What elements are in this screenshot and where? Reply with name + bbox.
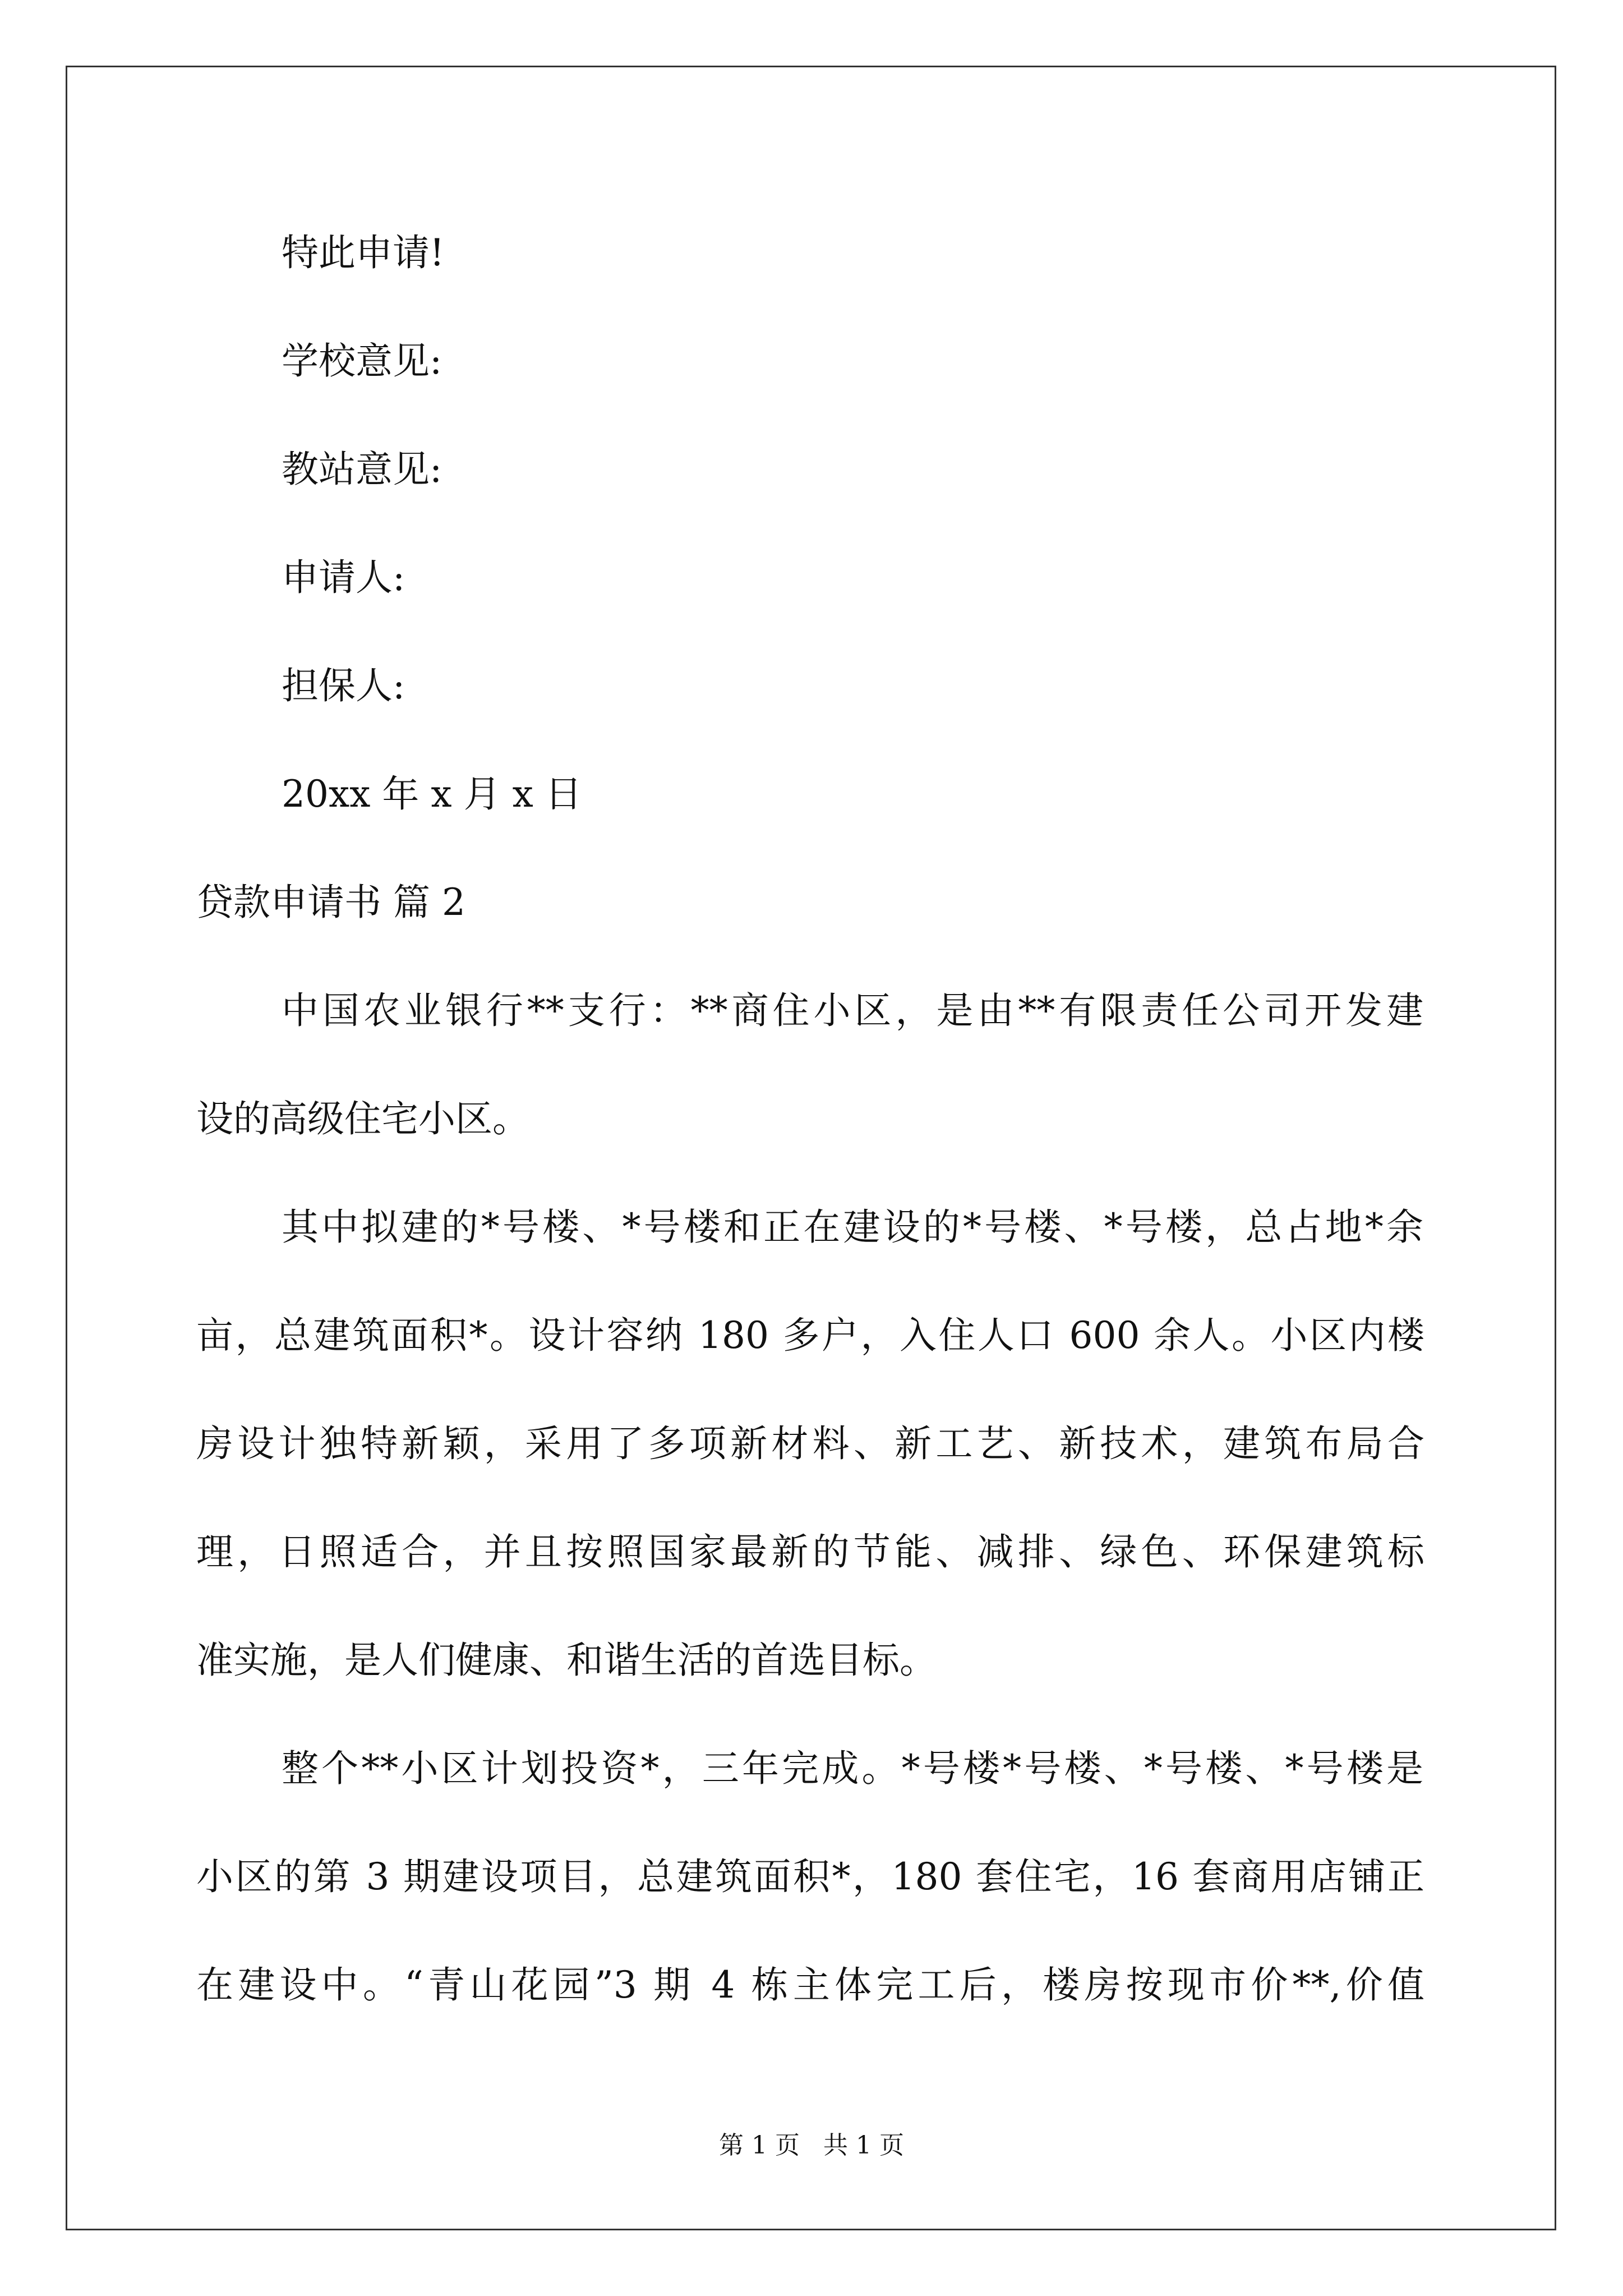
paragraph-3-line-2: 小区的第 3 期建设项目，总建筑面积*，180 套住宅，16 套商用店铺正 — [196, 1855, 1424, 1898]
paragraph-3-line-1: 整个**小区计划投资*，三年完成。*号楼*号楼、*号楼、*号楼是 — [282, 1747, 1423, 1790]
paragraph-2-line-3: 房设计独特新颖，采用了多项新材料、新工艺、新技术，建筑布局合 — [196, 1422, 1424, 1465]
applicant-label: 申请人: — [282, 556, 405, 599]
page-footer: 第 1 页 共 1 页 — [719, 2131, 904, 2160]
date-line: 20xx 年 x 月 x 日 — [282, 772, 582, 816]
paragraph-1-line-2: 设的高级住宅小区。 — [196, 1097, 529, 1140]
paragraph-3-line-3: 在建设中。“青山花园”3 期 4 栋主体完工后，楼房按现市价**,价值 — [196, 1963, 1424, 2007]
school-opinion-label: 学校意见: — [282, 339, 442, 383]
page-border — [66, 66, 1556, 2230]
paragraph-2-line-5: 准实施，是人们健康、和谐生活的首选目标。 — [196, 1639, 937, 1682]
closing-line: 特此申请! — [282, 231, 445, 274]
paragraph-2-line-1: 其中拟建的*号楼、*号楼和正在建设的*号楼、*号楼，总占地*余 — [282, 1205, 1423, 1249]
station-opinion-label: 教站意见: — [282, 448, 442, 491]
paragraph-2-line-2: 亩，总建筑面积*。设计容纳 180 多户，入住人口 600 余人。小区内楼 — [196, 1314, 1424, 1357]
paragraph-1-line-1: 中国农业银行**支行：**商住小区，是由**有限责任公司开发建 — [282, 989, 1423, 1032]
guarantor-label: 担保人: — [282, 664, 405, 707]
paragraph-2-line-4: 理，日照适合，并且按照国家最新的节能、减排、绿色、环保建筑标 — [196, 1530, 1424, 1573]
section-title: 贷款申请书 篇 2 — [196, 881, 465, 924]
